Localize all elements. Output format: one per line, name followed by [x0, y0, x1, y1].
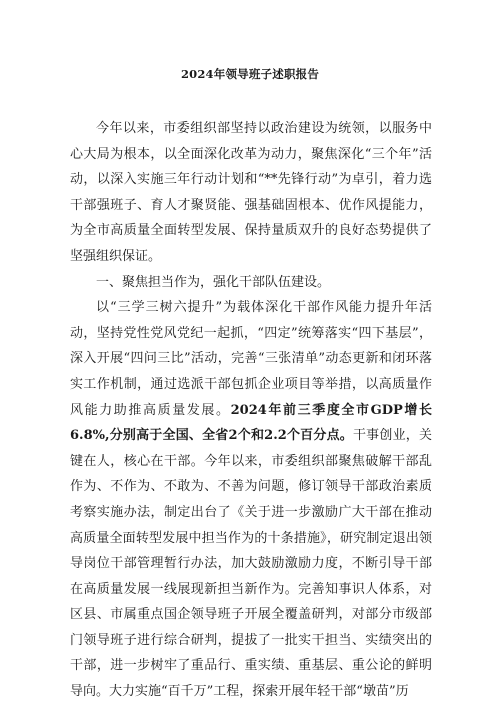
- paragraph-intro: 今年以来，市委组织部坚持以政治建设为统领，以服务中心大局为根本，以全面深化改革为动力，聚焦深化“三个年”活动，以深入实施三年行动计划和“**先锋行动”为卓引，着力选干部强班子、育人才聚贤能、强基础固根本、优作风提能力，为全市高质量全面转型发展、保持量质双升的良好态势提供了坚强组织保证。: [70, 121, 432, 264]
- document-title: 2024年领导班子述职报告: [180, 67, 320, 81]
- paragraph-bold-statistic: 2024年前三季度全市GDP增长6.8%,分别高于全国、全省2个和2.2个百分点。: [70, 402, 432, 444]
- paragraph-section-1: [70, 295, 432, 705]
- document-body: [70, 116, 432, 705]
- paragraph-text: 以“三学三树六提升”为载体深化干部作风能力提升年活动，坚持党性党风党纪一起抓，“四定”统筹落实“四下基层”，深入开展“四问三比”活动，完善“三张清单”动态更新和闭环落实工作机制，通过选派干部包抓企业项目等举措，以高质量作风能力助推高质量发展。: [70, 300, 432, 418]
- paragraph-text: 干事创业，关键在人，核心在干部。今年以来，市委组织部聚焦破解干部乱作为、不作为、不敢为、不善为问题，修订领导干部政治素质考察实施办法，制定出台了《关于进一步激励广大干部在推动高质量全面转型发展中担当作为的十条措施》，研究制定退出领导岗位干部管理暂行办法，加大鼓励激励力度，不断引导干部在高质量发展一线展现新担当新作为。完善知事识人体系，对区县、市属重点国企领导班子开展全覆盖研判，对部分市级部门领导班子进行综合研判，提拔了一批实干担当、实绩突出的干部，进一步树牢了重品行、重实绩、重基层、重公论的鲜明导向。大力实施“百千万”工程，探索开展年轻干部“墩苗”历: [70, 428, 432, 700]
- section-heading-1: 一、聚焦担当作为，强化干部队伍建设。: [96, 274, 331, 290]
